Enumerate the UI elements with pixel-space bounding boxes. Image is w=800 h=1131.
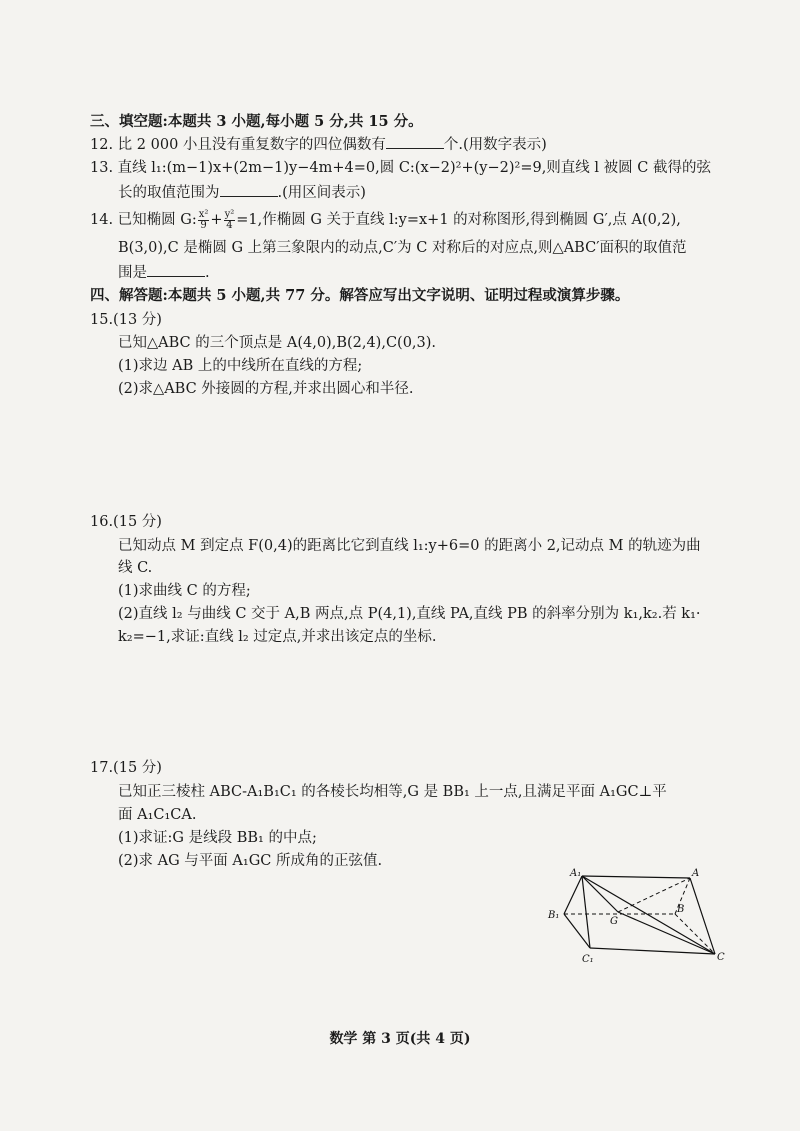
question-17-title: 17.(15 分) <box>90 760 162 776</box>
question-14-line1: 14. 已知椭圆 G: $\frac{\text{x²}}{9}$ + $\frac{\text{y²}}{4}$ =1,作椭圆 G 关于直线 l:y=x+1 的对称图形,得到椭圆 G′,点 A(0,2), <box>90 208 681 231</box>
fraction-y2-over-4: $\frac{\text{y²}}{4}$ <box>224 208 235 231</box>
question-13-line2: 长的取值范围为 .(用区间表示) <box>118 182 758 203</box>
label-c: C <box>717 952 725 963</box>
question-15-part1: (1)求边 AB 上的中线所在直线的方程; <box>118 358 363 374</box>
edge-a1-a <box>582 876 690 878</box>
question-12: 12. 比 2 000 小且没有重复数字的四位偶数有 个.(用数字表示) <box>90 134 730 155</box>
question-15-part2: (2)求△ABC 外接圆的方程,并求出圆心和半径. <box>118 381 414 397</box>
edge-a-c <box>690 878 715 954</box>
question-16-title: 16.(15 分) <box>90 514 162 530</box>
edge-a1-c <box>582 876 715 954</box>
edge-a1-c1 <box>582 876 590 948</box>
question-16-stem2: 线 C. <box>118 560 153 576</box>
question-13-line1: 13. 直线 l₁:(m−1)x+(2m−1)y−4m+4=0,圆 C:(x−2)²+(y−2)²=9,则直线 l 被圆 C 截得的弦 <box>90 160 711 176</box>
page-footer: 数学 第 3 页(共 4 页) <box>329 1031 471 1047</box>
question-14-line3: 围是 . <box>118 262 758 283</box>
answer-blank[interactable] <box>386 134 444 149</box>
question-14-line2: B(3,0),C 是椭圆 G 上第三象限内的动点,C′为 C 对称后的对应点,则△ABC′面积的取值范 <box>118 240 687 256</box>
fraction-x2-over-9: $\frac{\text{x²}}{9}$ <box>198 208 209 231</box>
question-16-stem1: 已知动点 M 到定点 F(0,4)的距离比它到直线 l₁:y+6=0 的距离小 2,记动点 M 的轨迹为曲 <box>118 538 701 554</box>
edge-b1-c1 <box>564 914 590 948</box>
section3-heading: 三、填空题:本题共 3 小题,每小题 5 分,共 15 分。 <box>90 113 423 130</box>
edge-g-c <box>618 912 715 954</box>
label-a: A <box>692 868 700 879</box>
question-15-title: 15.(13 分) <box>90 312 162 328</box>
question-16-part2b: k₂=−1,求证:直线 l₂ 过定点,并求出该定点的坐标. <box>118 629 437 645</box>
question-16-part2a: (2)直线 l₂ 与曲线 C 交于 A,B 两点,点 P(4,1),直线 PA,直线 PB 的斜率分别为 k₁,k₂.若 k₁· <box>118 606 701 622</box>
prism-figure <box>540 862 740 972</box>
edge-a1-b1 <box>564 876 582 914</box>
question-16-part1: (1)求曲线 C 的方程; <box>118 583 251 599</box>
question-17-stem2: 面 A₁C₁CA. <box>118 807 197 823</box>
label-a1: A₁ <box>570 868 582 879</box>
label-g: G <box>610 916 618 927</box>
question-15-stem: 已知△ABC 的三个顶点是 A(4,0),B(2,4),C(0,3). <box>118 335 437 351</box>
label-b: B <box>677 904 685 915</box>
section4-heading: 四、解答题:本题共 5 小题,共 77 分。解答应写出文字说明、证明过程或演算步骤。 <box>90 287 630 304</box>
edge-c1-c <box>590 948 715 954</box>
question-17-stem1: 已知正三棱柱 ABC-A₁B₁C₁ 的各棱长均相等,G 是 BB₁ 上一点,且满足平面 A₁GC⊥平 <box>118 784 667 800</box>
answer-blank[interactable] <box>147 262 205 277</box>
question-17-part1: (1)求证:G 是线段 BB₁ 的中点; <box>118 830 317 846</box>
label-c1: C₁ <box>582 954 594 965</box>
question-17-part2: (2)求 AG 与平面 A₁GC 所成角的正弦值. <box>118 853 383 869</box>
label-b1: B₁ <box>548 910 560 921</box>
answer-blank[interactable] <box>220 182 278 197</box>
